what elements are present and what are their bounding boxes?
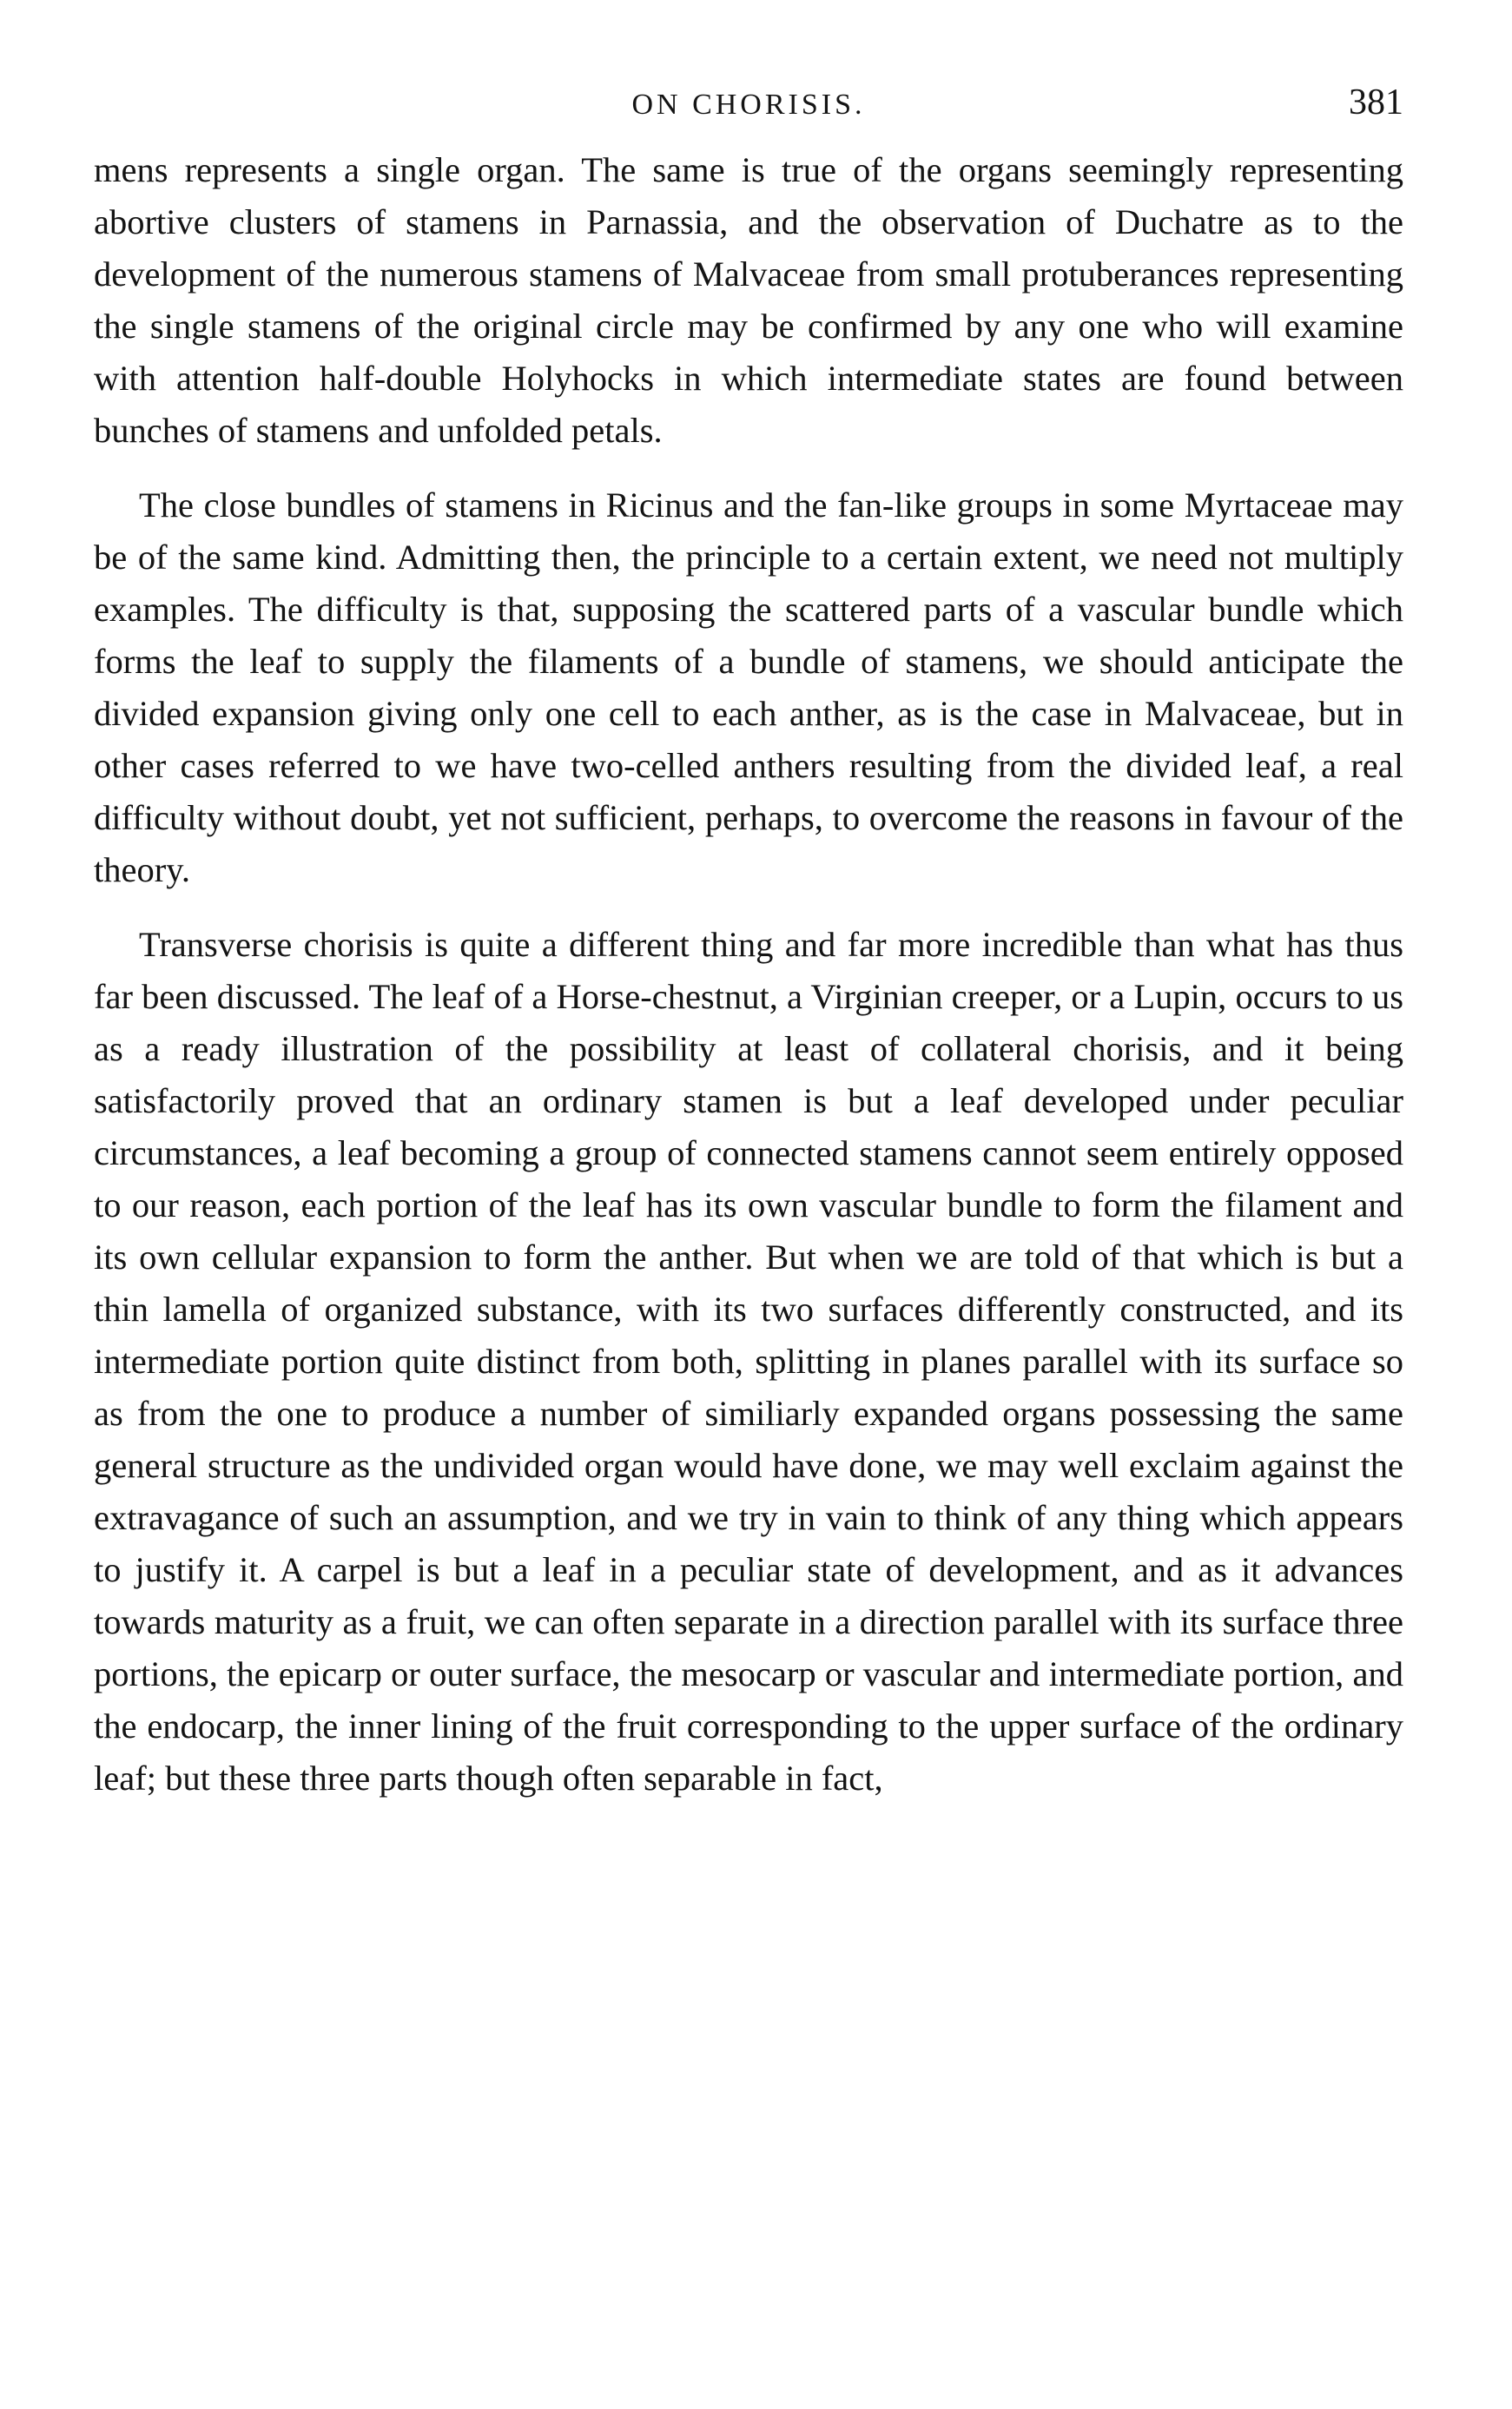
paragraph-transverse-chorisis: Transverse chorisis is quite a different thing and far more incredible than what has thus far been discussed. The leaf of a Horse-chestnut, a Virginian creeper, or a Lupin, occurs to us as a ready illustration of the possibility at least of collateral chorisis, and it being satisfactorily proved that an ordinary stamen is but a leaf developed under peculiar circumstances, a leaf becoming a group of connected stamens cannot seem entirely opposed to our reason, each portion of the leaf has its own vascular bundle to form the filament and its own cellular expansion to form the anther. But when we are told of that which is but a thin lamella of organized substance, with its two surfaces differently constructed, and its intermediate portion quite distinct from both, splitting in planes parallel with its surface so as from the one to produce a number of similiarly expanded organs possessing the same general structure as the undivided organ would have done, we may well exclaim against the extravagance of such an assumption, and we try in vain to think of any thing which appears to justify it. A carpel is but a leaf in a peculiar state of development, and as it advances towards maturity as a fruit, we can often separate in a direction parallel with its surface three portions, the epicarp or outer surface, the mesocarp or vascular and intermediate portion, and the endocarp, the inner lining of the fruit corresponding to the upper surface of the ordinary leaf; but these three parts though often separable in fact, xyxy=(94,925,1403,1798)
body-text xyxy=(94,144,1403,1805)
running-title: ON CHORISIS. xyxy=(631,89,866,121)
page-number: 381 xyxy=(1349,82,1403,122)
book-page xyxy=(94,78,1403,1827)
running-head xyxy=(94,78,1403,130)
paragraph-continued: mens represents a single organ. The same is true of the organs seemingly representing abortive clusters of stamens in Parnassia, and the observation of Duchatre as to the development of the numerous stamens of Malvaceae from small protuberances representing the single stamens of the original circle may be confirmed by any one who will examine with attention half-double Holyhocks in which intermediate states are found between bunches of stamens and unfolded petals. xyxy=(94,150,1403,450)
paragraph-ricinus: The close bundles of stamens in Ricinus and the fan-like groups in some Myrtaceae may be of the same kind. Admitting then, the principle to a certain extent, we need not multiply examples. The difficulty is that, supposing the scattered parts of a vascular bundle which forms the leaf to supply the filaments of a bundle of stamens, we should anticipate the divided expansion giving only one cell to each anther, as is the case in Malvaceae, but in other cases referred to we have two-celled anthers resulting from the divided leaf, a real difficulty without doubt, yet not sufficient, perhaps, to overcome the reasons in favour of the theory. xyxy=(94,485,1403,889)
